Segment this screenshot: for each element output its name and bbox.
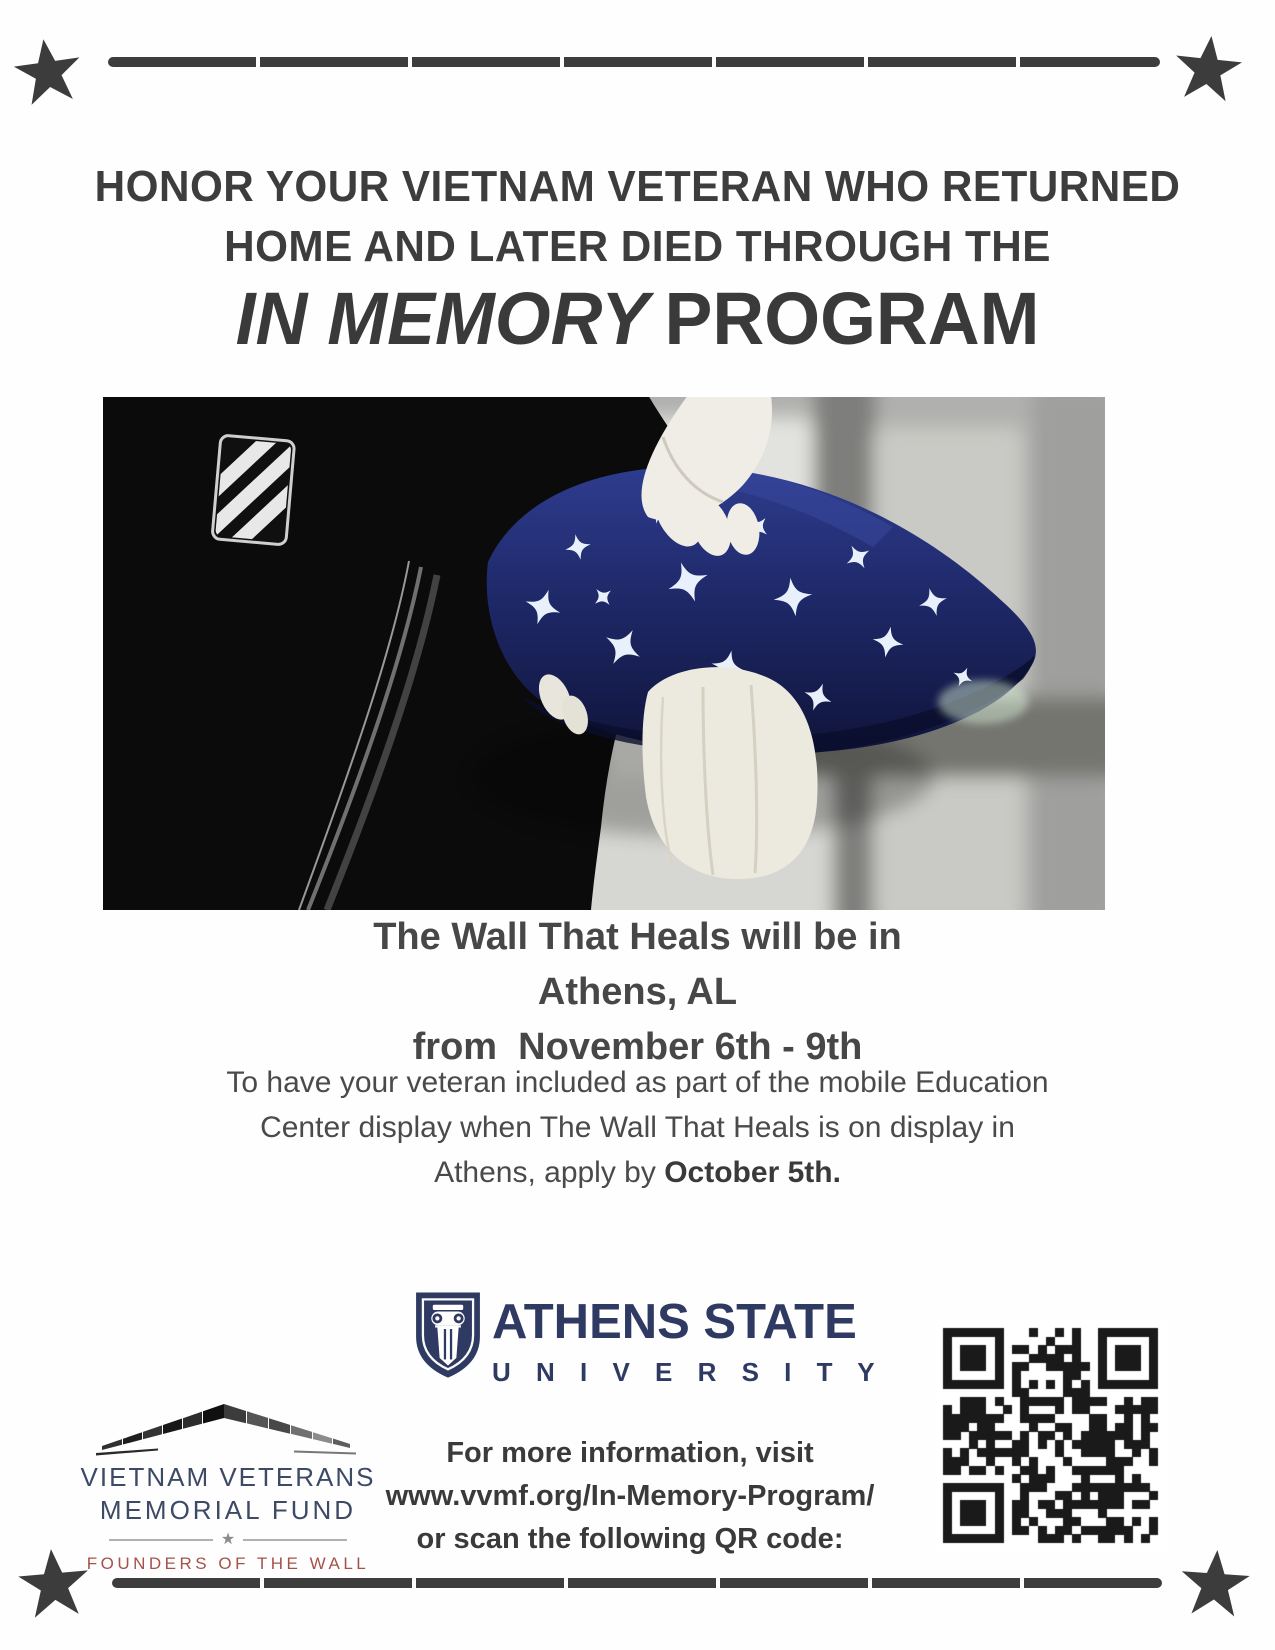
athens-state-shield-icon xyxy=(410,1288,486,1383)
vvmf-tagline: FOUNDERS OF THE WALL xyxy=(86,1554,370,1573)
bottom-left-star-icon xyxy=(13,1543,95,1625)
flag-mint-reflection xyxy=(938,680,1028,724)
divider-line xyxy=(109,1539,213,1541)
program-title xyxy=(19,276,1256,361)
athens-state-subname: U N I V E R S I T Y xyxy=(492,1357,884,1387)
vvmf-name-line1: VIETNAM VETERANS xyxy=(80,1462,376,1492)
memorial-photo xyxy=(103,397,1105,910)
apply-line2: Center display when The Wall That Heals is on display in xyxy=(260,1111,1015,1144)
headline-line2: HOME AND LATER DIED THROUGH THE xyxy=(224,222,1051,271)
vvmf-logo xyxy=(70,1462,386,1574)
apply-line3 xyxy=(0,1156,1275,1190)
athens-state-name: ATHENS STATE xyxy=(492,1295,857,1349)
apply-line3-text: Athens, apply by xyxy=(434,1156,665,1189)
top-border-bar xyxy=(108,57,1160,67)
vvmf-wall-icon xyxy=(95,1402,357,1462)
bottom-border-bar xyxy=(112,1578,1162,1588)
vvmf-name-line2: MEMORIAL FUND xyxy=(99,1495,357,1525)
event-line1: The Wall That Heals will be in xyxy=(373,916,902,958)
headline-line1: HONOR YOUR VIETNAM VETERAN WHO RETURNED xyxy=(94,162,1181,211)
program-title-italic: IN MEMORY xyxy=(235,277,650,360)
event-line2: Athens, AL xyxy=(537,971,738,1013)
divider-star-icon: ★ xyxy=(220,1531,236,1548)
apply-line1: To have your veteran included as part of the mobile Education xyxy=(226,1066,1049,1099)
athens-state-logo xyxy=(492,1294,884,1388)
info-url: www.vvmf.org/In-Memory-Program/ xyxy=(385,1480,875,1512)
vvmf-divider xyxy=(70,1532,386,1548)
bottom-right-star-icon xyxy=(1176,1545,1255,1624)
divider-line xyxy=(243,1539,347,1541)
qr-code xyxy=(935,1320,1167,1552)
info-block xyxy=(340,1432,920,1561)
top-right-star-icon xyxy=(1168,29,1247,108)
top-left-star-icon xyxy=(7,31,88,112)
info-line3: or scan the following QR code: xyxy=(416,1523,844,1555)
program-title-rest: PROGRAM xyxy=(664,277,1040,360)
info-line1: For more information, visit xyxy=(446,1437,814,1469)
apply-deadline: October 5th. xyxy=(664,1156,841,1189)
event-line3: from November 6th - 9th xyxy=(412,1026,863,1068)
